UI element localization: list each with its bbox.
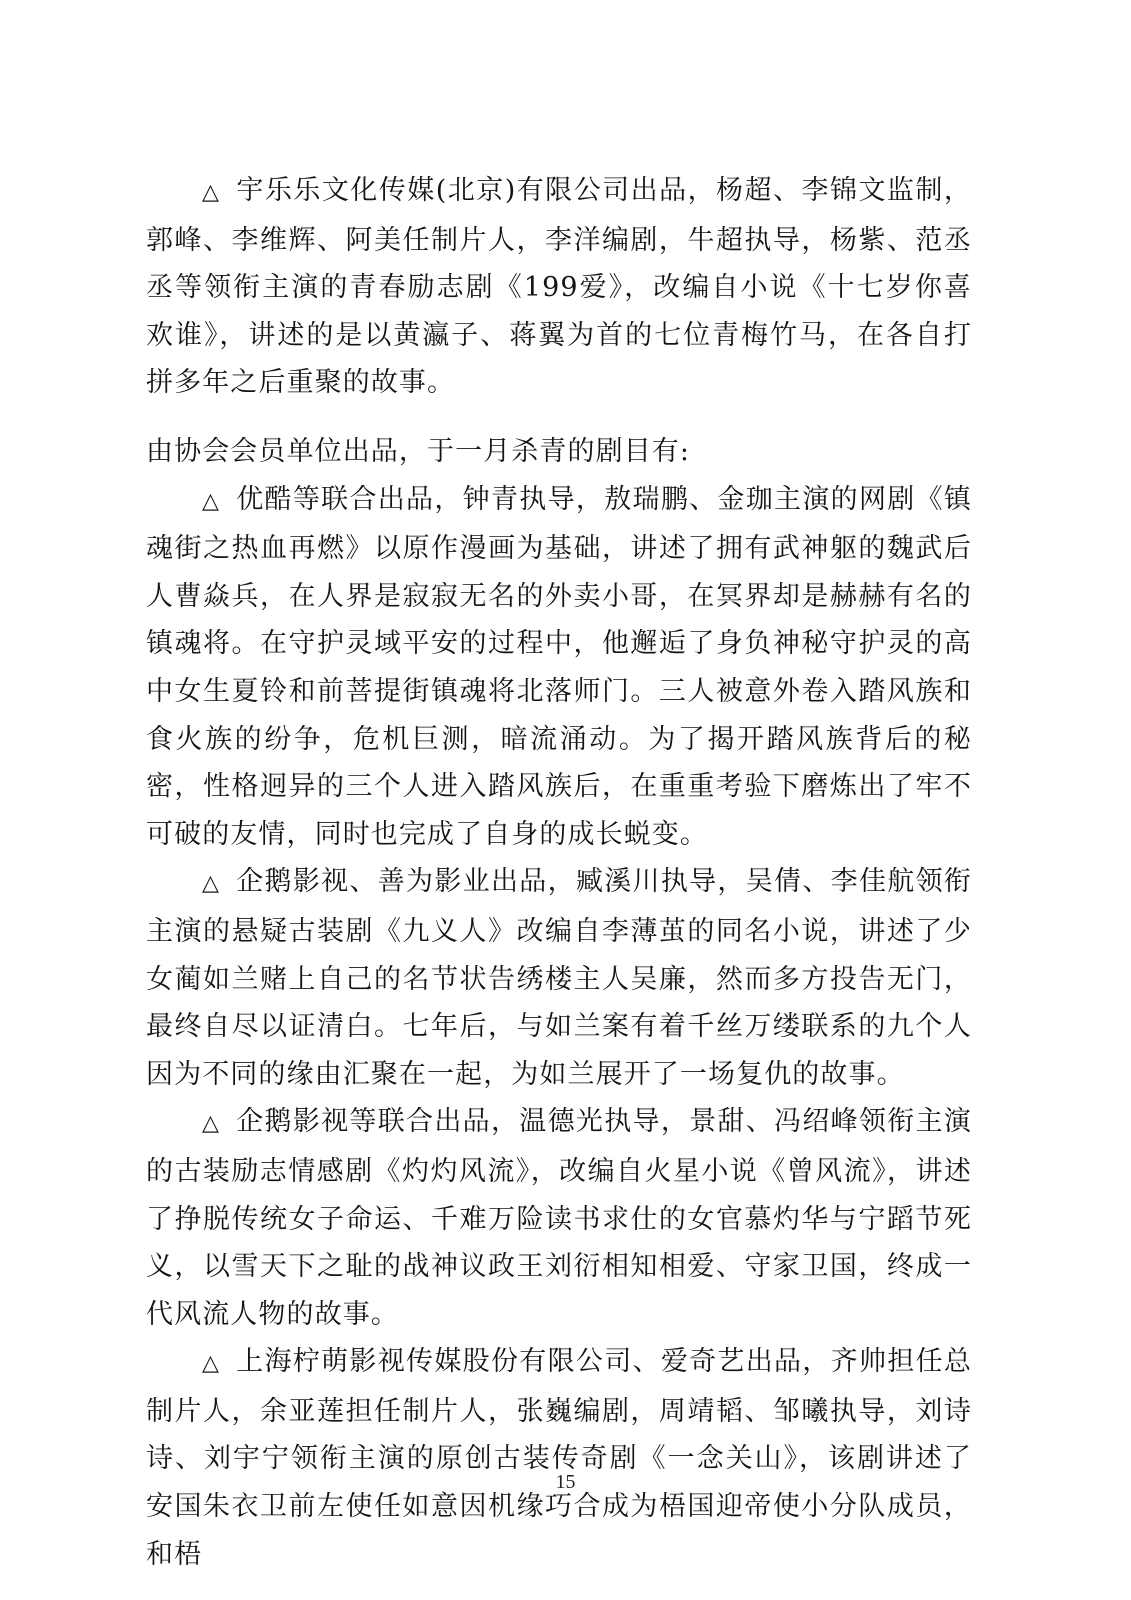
paragraph-text: 优酷等联合出品，钟青执导，敖瑞鹏、金珈主演的网剧《镇魂街之热血再燃》以原作漫画为基础，讲述了拥有武神躯的魏武后人曹焱兵，在人界是寂寂无名的外卖小哥，在冥界却是赫赫有名的镇魂将。在守护灵域平安的过程中，他邂逅了身负神秘守护灵的高中女生夏铃和前菩提街镇魂将北落师门。三人被意外卷入踏风族和食火族的纷争，危机巨测，暗流涌动。为了揭开踏风族背后的秘密，性格迥异的三个人进入踏风族后，在重重考验下磨炼出了牢不可破的友情，同时也完成了自身的成长蜕变。 [146, 483, 972, 850]
section-heading: 由协会会员单位出品，于一月杀青的剧目有: [146, 436, 691, 467]
triangle-bullet-icon: △ [202, 871, 221, 897]
paragraph-199-ai [146, 167, 972, 407]
triangle-bullet-icon: △ [202, 1111, 221, 1137]
paragraph-text: 宇乐乐文化传媒(北京)有限公司出品，杨超、李锦文监制，郭峰、李维辉、阿美任制片人，李洋编剧，牛超执导，杨紫、范丞丞等领衔主演的青春励志剧《199爱》，改编自小说《十七岁你喜欢谁》，讲述的是以黄瀛子、蒋翼为首的七位青梅竹马，在各自打拼多年之后重聚的故事。 [146, 175, 972, 399]
paragraph-zhuozhuofengliu [146, 1098, 972, 1338]
paragraph-text: 企鹅影视、善为影业出品，臧溪川执导，吴倩、李佳航领衔主演的悬疑古装剧《九义人》改编自李薄茧的同名小说，讲述了少女蔺如兰赌上自己的名节状告绣楼主人吴廉，然而多方投告无门，最终自尽以证清白。七年后，与如兰案有着千丝万缕联系的九个人因为不同的缘由汇聚在一起，为如兰展开了一场复仇的故事。 [146, 866, 972, 1090]
paragraph-text: 上海柠萌影视传媒股份有限公司、爱奇艺出品，齐帅担任总制片人，余亚莲担任制片人，张巍编剧，周靖韬、邹曦执导，刘诗诗、刘宇宁领衔主演的原创古装传奇剧《一念关山》，该剧讲述了安国朱衣卫前左使任如意因机缘巧合成为梧国迎帝使小分队成员，和梧 [146, 1346, 972, 1570]
triangle-bullet-icon: △ [202, 488, 221, 514]
triangle-bullet-icon: △ [202, 180, 221, 205]
paragraph-text: 企鹅影视等联合出品，温德光执导，景甜、冯绍峰领衔主演的古装励志情感剧《灼灼风流》，改编自火星小说《曾风流》，讲述了挣脱传统女子命运、千难万险读书求仕的女官慕灼华与宁蹈节死义，以雪天下之耻的战神议政王刘衍相知相爱、守家卫国，终成一代风流人物的故事。 [146, 1106, 972, 1330]
page-number: 15 [555, 1471, 576, 1493]
paragraph-yinianguanshan [146, 1338, 972, 1578]
paragraph-zhenhunjie [146, 476, 972, 859]
intro-paragraphs [146, 167, 972, 407]
triangle-bullet-icon: △ [202, 1351, 221, 1377]
paragraph-jiuyiren [146, 858, 972, 1098]
main-section [146, 428, 972, 1578]
